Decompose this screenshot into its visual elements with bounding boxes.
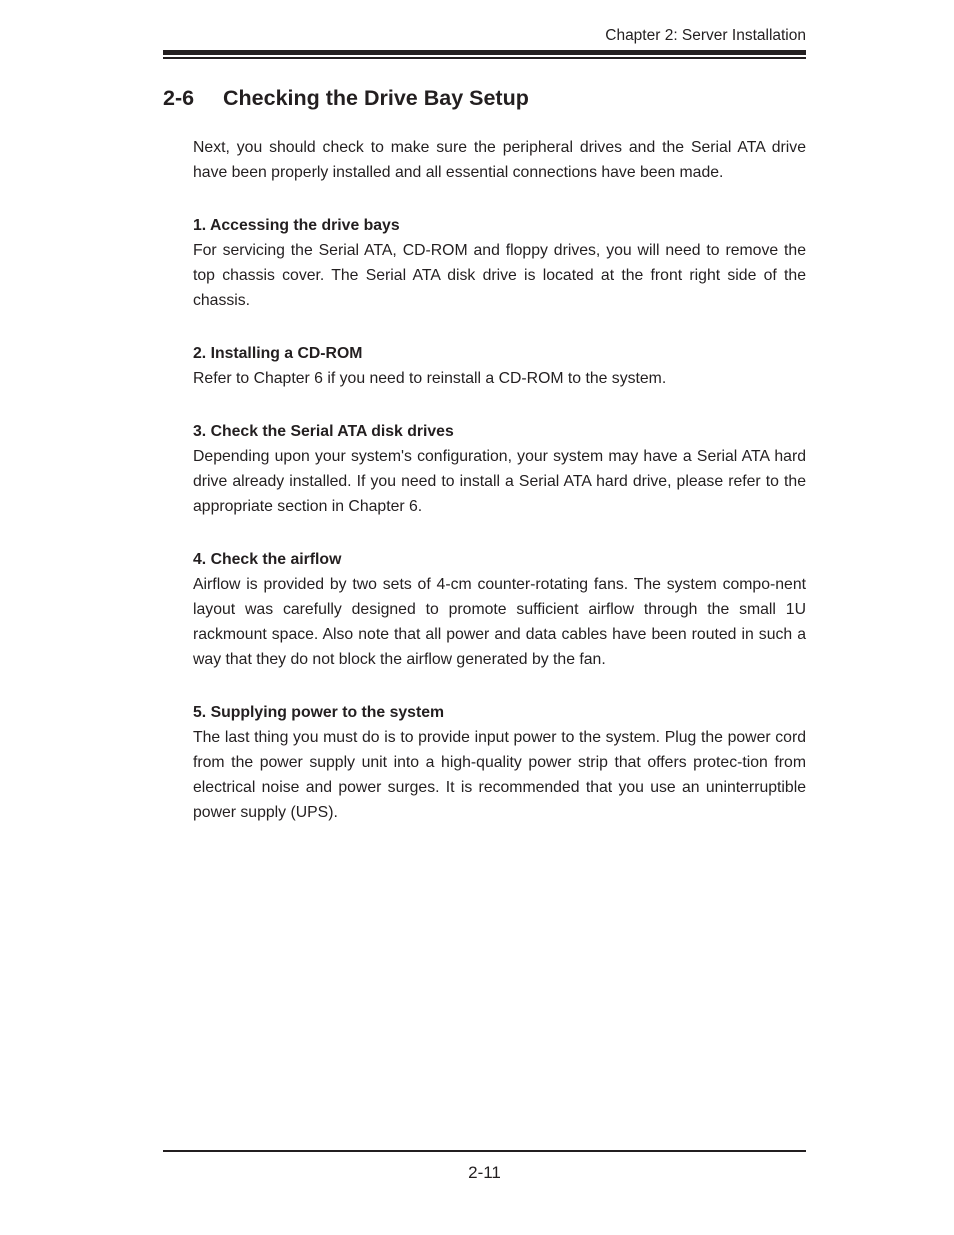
item-body: Refer to Chapter 6 if you need to reinstall a CD-ROM to the system. xyxy=(193,370,667,387)
item-heading: 4. Check the airflow xyxy=(193,551,342,568)
item-body: For servicing the Serial ATA, CD-ROM and floppy drives, you will need to remove the top chassis cover. The Serial ATA disk drive is located at the front right side of the chassis. xyxy=(193,242,806,309)
header-rule-thick xyxy=(163,50,806,55)
footer-rule xyxy=(163,1150,806,1152)
item-supplying-power xyxy=(193,700,806,825)
section-title xyxy=(163,84,529,112)
item-heading: 5. Supplying power to the system xyxy=(193,704,445,721)
section-content xyxy=(193,135,806,825)
item-heading: 1. Accessing the drive bays xyxy=(193,217,400,234)
item-installing-cd-rom xyxy=(193,341,806,391)
header-rule-thin xyxy=(163,57,806,59)
page-number: 2-11 xyxy=(468,1163,501,1182)
item-check-serial-ata-drives xyxy=(193,419,806,519)
item-heading: 2. Installing a CD-ROM xyxy=(193,345,363,362)
section-number: 2-6 xyxy=(163,86,195,110)
item-check-airflow xyxy=(193,547,806,672)
item-body: The last thing you must do is to provide input power to the system. Plug the power cord from the power supply unit into a high-quality power strip that offers protec-tion from electrical noise and power surges. It is recommended that you use an uninterruptible power supply (UPS). xyxy=(193,729,806,821)
item-body: Depending upon your system's configuration, your system may have a Serial ATA hard drive already installed. If you need to install a Serial ATA hard drive, please refer to the appropriate section in Chapter 6. xyxy=(193,448,806,515)
item-body: Airflow is provided by two sets of 4-cm counter-rotating fans. The system compo-nent layout was carefully designed to promote sufficient airflow through the small 1U rackmount space. Also note that all power and data cables have been routed in such a way that they do not block the airflow generated by the fan. xyxy=(193,576,806,668)
section-title-text: Checking the Drive Bay Setup xyxy=(223,86,529,110)
item-accessing-drive-bays xyxy=(193,213,806,313)
intro-paragraph: Next, you should check to make sure the peripheral drives and the Serial ATA drive have been properly installed and all essential connections have been made. xyxy=(193,139,806,181)
item-heading: 3. Check the Serial ATA disk drives xyxy=(193,423,454,440)
running-header: Chapter 2: Server Installation xyxy=(605,27,806,44)
